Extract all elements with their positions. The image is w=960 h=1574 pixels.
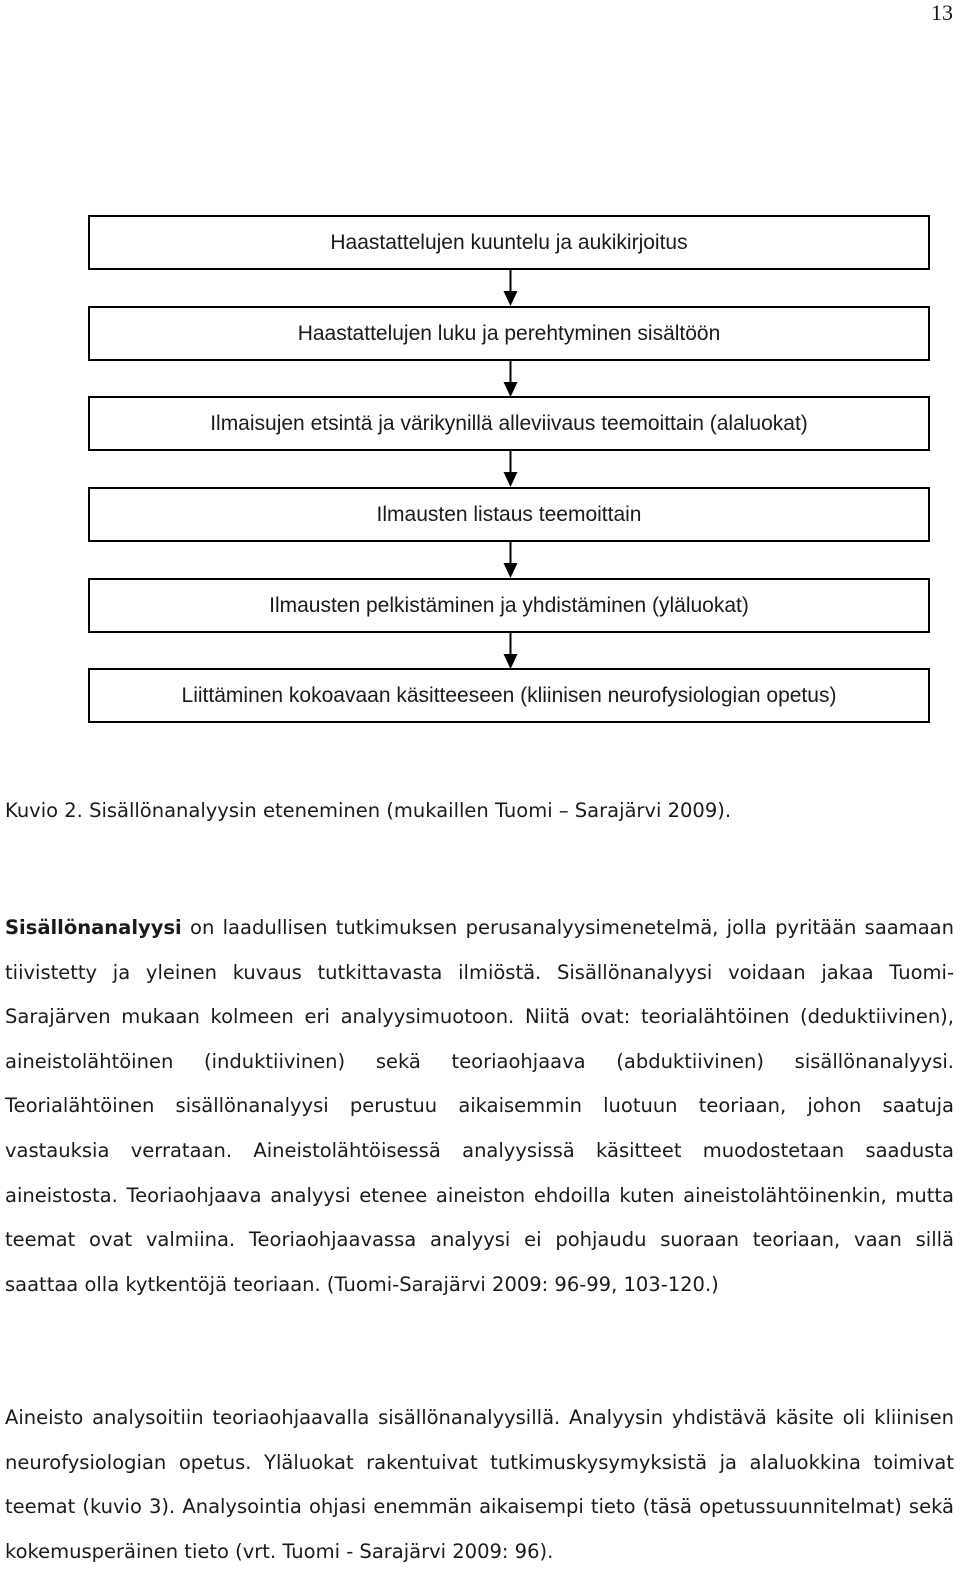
body-paragraph-1 [5, 906, 954, 1307]
flow-step-1: Haastattelujen kuuntelu ja aukikirjoitus [88, 215, 930, 270]
figure-caption: Kuvio 2. Sisällönanalyysin eteneminen (mukaillen Tuomi – Sarajärvi 2009). [5, 799, 732, 822]
down-arrow-icon [503, 449, 518, 487]
flow-step-2: Haastattelujen luku ja perehtyminen sisältöön [88, 306, 930, 361]
paragraph-lead-term: Sisällönanalyysi [5, 916, 182, 939]
down-arrow-icon [503, 268, 518, 306]
down-arrow-icon [503, 540, 518, 578]
page-number: 13 [931, 0, 953, 25]
flow-step-6: Liittäminen kokoavaan käsitteeseen (kliinisen neurofysiologian opetus) [88, 668, 930, 723]
flow-step-5: Ilmausten pelkistäminen ja yhdistäminen (yläluokat) [88, 578, 930, 633]
down-arrow-icon [503, 631, 518, 669]
down-arrow-icon [503, 359, 518, 397]
flow-step-3: Ilmaisujen etsintä ja värikynillä alleviivaus teemoittain (alaluokat) [88, 396, 930, 451]
body-paragraph-2: Aineisto analysoitiin teoriaohjaavalla sisällönanalyysillä. Analyysin yhdistävä käsite oli kliinisen neurofysiologian opetus. Yläluokat rakentuivat tutkimuskysymyksistä ja alaluokkina toimivat teemat (kuvio 3). Analysointia ohjasi enemmän aikaisempi tieto (täsä opetussuunnitelmat) sekä kokemusperäinen tieto (vrt. Tuomi - Sarajärvi 2009: 96). [5, 1406, 954, 1563]
paragraph-1-text: on laadullisen tutkimuksen perusanalyysimenetelmä, jolla pyritään saamaan tiivistetty ja yleinen kuvaus tutkittavasta ilmiöstä. Sisällönanalyysi voidaan jakaa Tuomi-Sarajärven mukaan kolmeen eri analyysimuotoon. Niitä ovat: teorialähtöinen (deduktiivinen), aineistolähtöinen (induktiivinen) sekä teoriaohjaava (abduktiivinen) sisällönanalyysi. Teorialähtöinen sisällönanalyysi perustuu aikaisemmin luotuun teoriaan, johon saatuja vastauksia verrataan. Aineistolähtöisessä analyysissä käsitteet muodostetaan saadusta aineistosta. Teoriaohjaava analyysi etenee aineiston ehdoilla kuten aineistolähtöinenkin, mutta teemat ovat valmiina. Teoriaohjaavassa analyysi ei pohjaudu suoraan teoriaan, vaan sillä saattaa olla kytkentöjä teoriaan. (Tuomi-Sarajärvi 2009: 96-99, 103-120.) [5, 916, 954, 1296]
flow-step-4: Ilmausten listaus teemoittain [88, 487, 930, 542]
